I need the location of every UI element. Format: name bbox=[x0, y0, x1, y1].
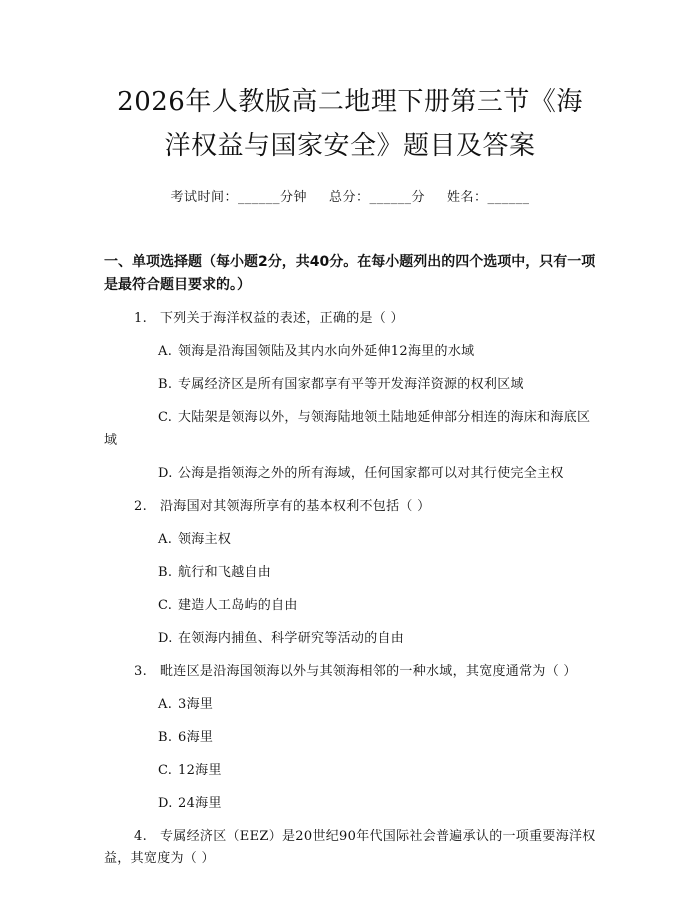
question-text: 沿海国对其领海所享有的基本权利不包括（ ） bbox=[160, 499, 431, 514]
option-d bbox=[104, 462, 596, 485]
option-d bbox=[104, 627, 596, 650]
option-text: 领海主权 bbox=[178, 532, 232, 547]
option-text: 6海里 bbox=[178, 730, 214, 745]
question-stem bbox=[104, 661, 596, 683]
option-c bbox=[104, 406, 596, 452]
question-text: 下列关于海洋权益的表述，正确的是（ ） bbox=[160, 311, 404, 326]
question-1 bbox=[104, 308, 596, 485]
question-number: 4. bbox=[134, 829, 148, 844]
option-text: 航行和飞越自由 bbox=[178, 565, 272, 580]
total-score-field: 总分：______分 bbox=[328, 190, 425, 205]
option-label: D. bbox=[158, 631, 173, 646]
document-title: 2026年人教版高二地理下册第三节《海洋权益与国家安全》题目及答案 bbox=[117, 87, 583, 161]
question-list bbox=[104, 308, 596, 870]
question-text: 毗连区是沿海国领海以外与其领海相邻的一种水域，其宽度通常为（ ） bbox=[160, 664, 577, 679]
option-text: 领海是沿海国领陆及其内水向外延伸12海里的水域 bbox=[178, 344, 475, 359]
question-3 bbox=[104, 661, 596, 815]
option-a bbox=[104, 693, 596, 716]
question-stem bbox=[104, 826, 596, 870]
option-text: 3海里 bbox=[178, 697, 214, 712]
question-stem bbox=[104, 496, 596, 518]
option-label: C. bbox=[158, 410, 173, 425]
question-number: 1. bbox=[134, 311, 148, 326]
option-text: 专属经济区是所有国家都享有平等开发海洋资源的权利区域 bbox=[178, 377, 524, 392]
option-label: B. bbox=[158, 565, 173, 580]
question-2 bbox=[104, 496, 596, 650]
option-a bbox=[104, 340, 596, 363]
option-c bbox=[104, 759, 596, 782]
option-label: D. bbox=[158, 466, 173, 481]
option-text: 12海里 bbox=[178, 763, 222, 778]
option-label: C. bbox=[158, 598, 173, 613]
question-stem bbox=[104, 308, 596, 330]
option-text: 大陆架是领海以外，与领海陆地领土陆地延伸部分相连的海床和海底区域 bbox=[104, 410, 591, 448]
question-number: 2. bbox=[134, 499, 148, 514]
option-d bbox=[104, 792, 596, 815]
option-text: 在领海内捕鱼、科学研究等活动的自由 bbox=[178, 631, 405, 646]
option-label: D. bbox=[158, 796, 173, 811]
option-b bbox=[104, 561, 596, 584]
option-a bbox=[104, 528, 596, 551]
option-b bbox=[104, 726, 596, 749]
option-text: 公海是指领海之外的所有海域，任何国家都可以对其行使完全主权 bbox=[178, 466, 564, 481]
exam-info-line bbox=[104, 186, 596, 205]
option-c bbox=[104, 594, 596, 617]
option-label: A. bbox=[158, 344, 173, 359]
exam-time-field: 考试时间：______分钟 bbox=[170, 190, 307, 205]
option-label: C. bbox=[158, 763, 173, 778]
option-label: B. bbox=[158, 377, 173, 392]
question-4 bbox=[104, 826, 596, 870]
option-label: A. bbox=[158, 532, 173, 547]
question-text: 专属经济区（EEZ）是20世纪90年代国际社会普遍承认的一项重要海洋权益，其宽度为（ ） bbox=[104, 829, 596, 866]
option-label: A. bbox=[158, 697, 173, 712]
option-text: 24海里 bbox=[178, 796, 222, 811]
section-heading: 一、单项选择题（每小题2分，共40分。在每小题列出的四个选项中，只有一项是最符合题目要求的。） bbox=[104, 254, 596, 293]
option-label: B. bbox=[158, 730, 173, 745]
question-number: 3. bbox=[134, 664, 148, 679]
option-b bbox=[104, 373, 596, 396]
student-name-field: 姓名：______ bbox=[447, 190, 530, 205]
option-text: 建造人工岛屿的自由 bbox=[178, 598, 298, 613]
